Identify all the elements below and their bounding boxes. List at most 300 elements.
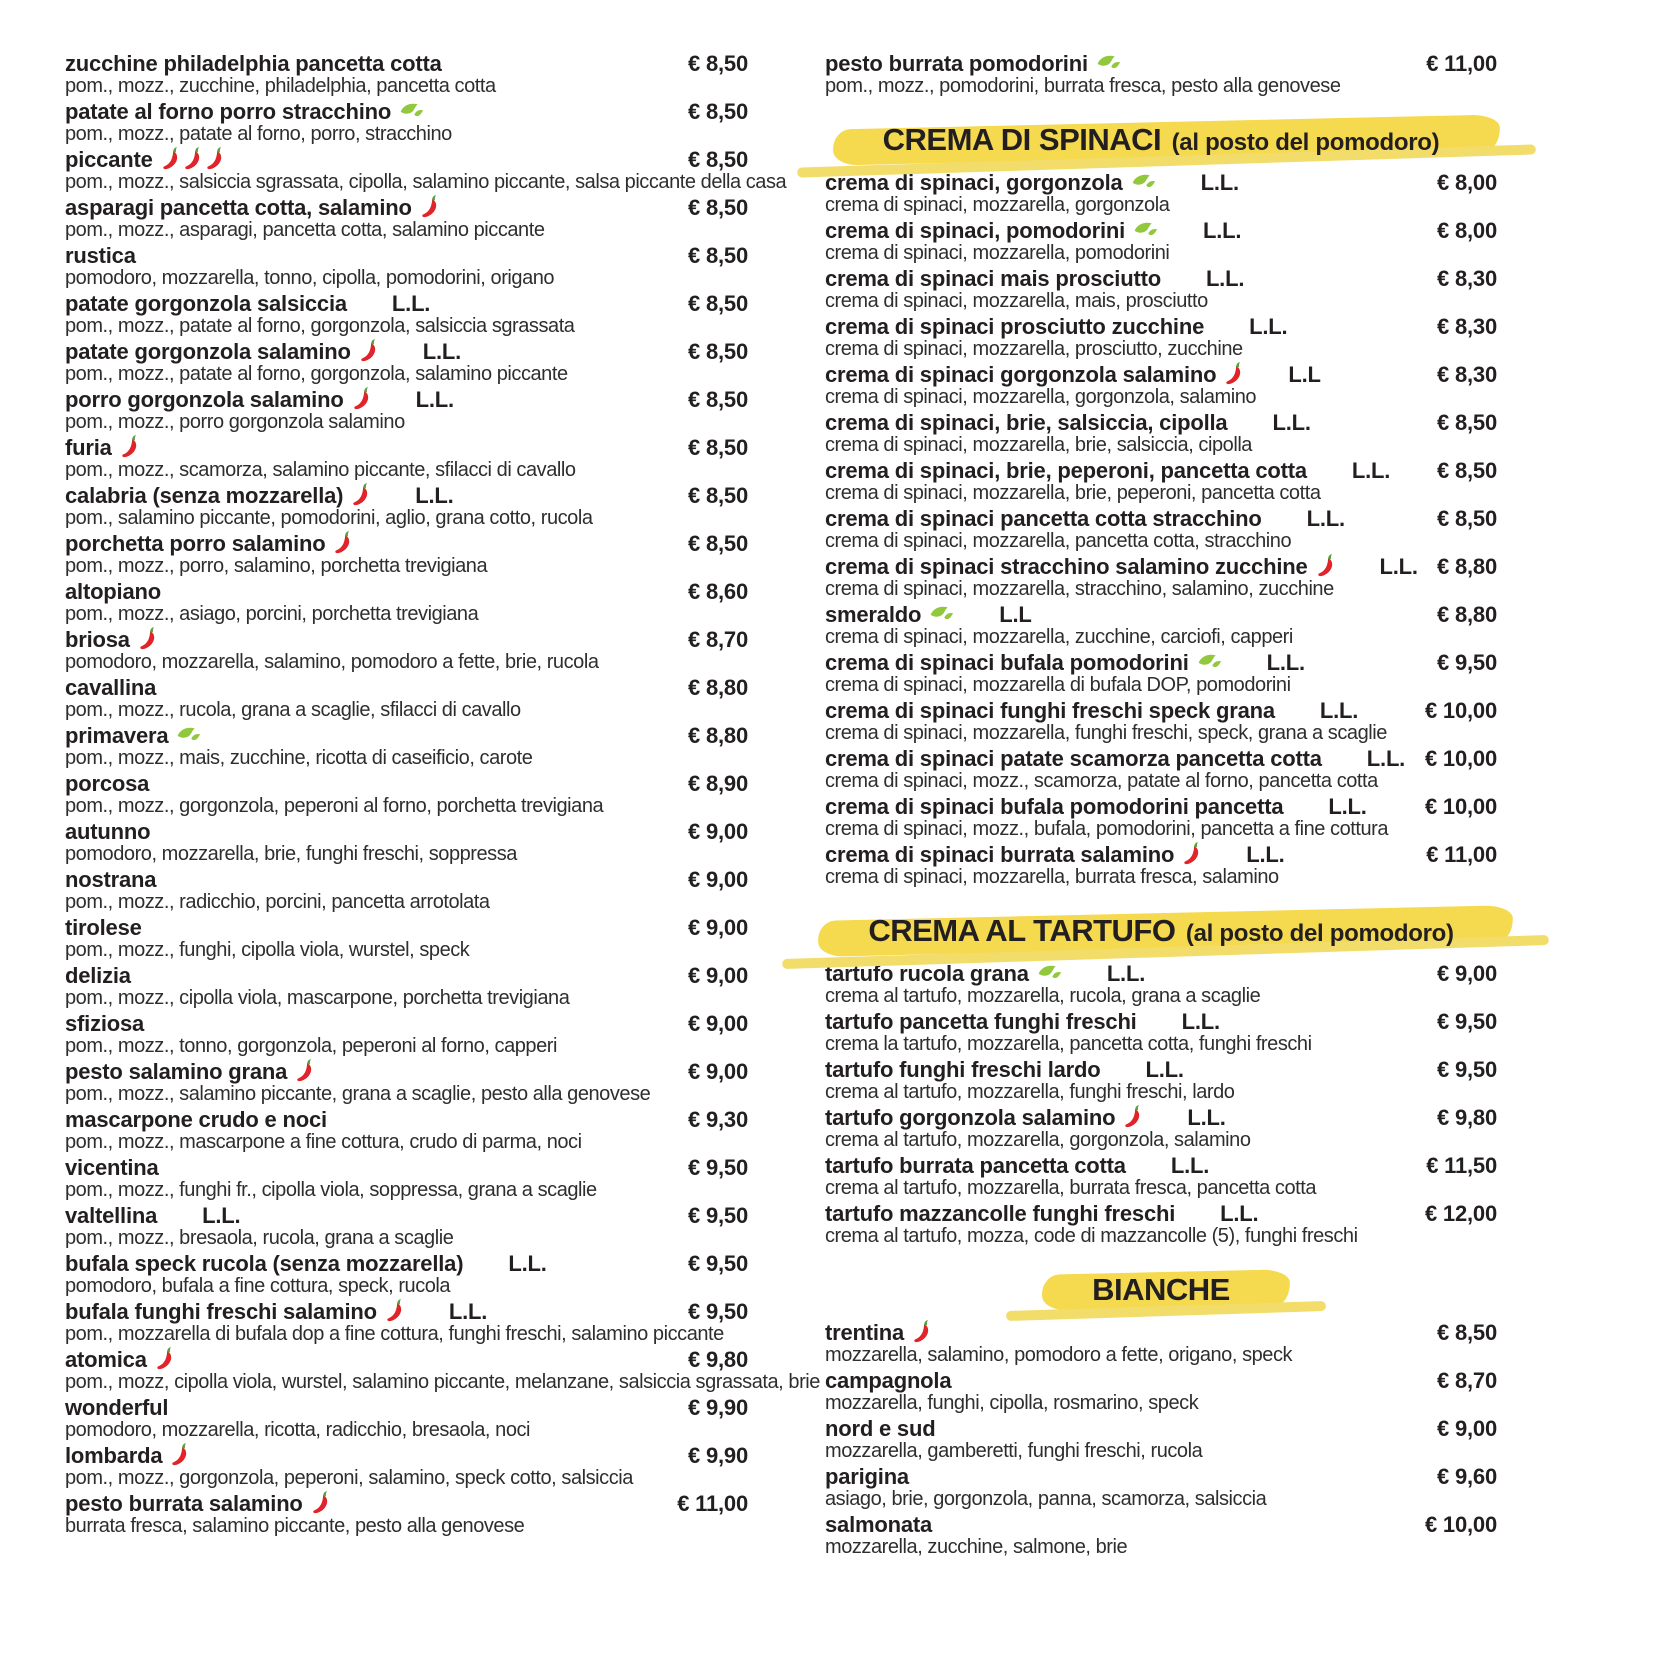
menu-item (825, 1154, 1497, 1199)
item-ingredients: mozzarella, zucchine, salmone, brie (825, 1536, 1128, 1558)
item-ingredients: pomodoro, mozzarella, ricotta, radicchio, bresaola, noci (65, 1419, 531, 1441)
menu-item (825, 507, 1497, 552)
item-name: crema di spinaci, gorgonzola (825, 170, 1123, 195)
item-price: € 11,00 (1426, 842, 1497, 867)
item-name: pesto burrata salamino (65, 1491, 303, 1516)
item-name: furia (65, 435, 112, 460)
item-name: vicentina (65, 1155, 159, 1180)
item-icons (1133, 221, 1158, 238)
item-icons (311, 1490, 330, 1514)
menu-item (65, 1204, 748, 1249)
item-icons (1224, 361, 1243, 385)
item-price: € 10,00 (1424, 794, 1497, 819)
item-ingredients: burrata fresca, salamino piccante, pesto alla genovese (65, 1515, 525, 1537)
chili-icon (352, 386, 371, 410)
menu-item-head (825, 699, 1497, 723)
menu-item-head (825, 1058, 1497, 1082)
item-name: mascarpone crudo e noci (65, 1107, 327, 1132)
menu-item-head (65, 820, 748, 844)
menu-item (65, 1060, 748, 1105)
item-ingredients: crema di spinaci, mozzarella, gorgonzola, salamino (825, 386, 1257, 408)
lactose-free-label: L.L. (1266, 650, 1305, 675)
menu-item-head (825, 171, 1497, 195)
section-header-highlight (852, 908, 1469, 952)
item-price: € 9,60 (1437, 1464, 1497, 1489)
item-name: pesto burrata pomodorini (825, 51, 1088, 76)
menu-item (65, 532, 748, 577)
section-header (825, 1267, 1497, 1311)
item-name: zucchine philadelphia pancetta cotta (65, 51, 442, 76)
chili-icon (351, 482, 370, 506)
lactose-free-label: L.L. (1106, 961, 1146, 986)
chili-icon (333, 530, 352, 554)
item-price: € 9,80 (688, 1347, 748, 1372)
item-ingredients: crema di spinaci, mozzarella, mais, prosciutto (825, 290, 1208, 312)
menu-item-head (65, 1108, 748, 1132)
item-ingredients: pom., mozz., radicchio, porcini, pancetta arrotolata (65, 891, 490, 913)
item-ingredients: pom., mozzarella di bufala dop a fine cottura, funghi freschi, salamino piccante (65, 1323, 724, 1345)
chili-icon (420, 194, 439, 218)
menu-item (65, 147, 787, 193)
menu-item (825, 795, 1497, 840)
item-ingredients: crema al tartufo, mozza, code di mazzancolle (5), funghi freschi (825, 1225, 1358, 1247)
menu-item (825, 1513, 1497, 1558)
chili-icon (138, 626, 157, 650)
item-name: tartufo funghi freschi lardo (825, 1057, 1101, 1082)
menu-item-head (65, 1060, 748, 1084)
item-name: tartufo pancetta funghi freschi (825, 1009, 1137, 1034)
menu-item (65, 1396, 748, 1441)
menu-item (65, 964, 748, 1009)
menu-item (65, 1492, 748, 1537)
item-ingredients: pomodoro, mozzarella, brie, funghi freschi, soppressa (65, 843, 517, 865)
lactose-free-label: L.L. (1246, 842, 1285, 867)
chili-icon (120, 434, 139, 458)
menu-item-head (65, 1204, 748, 1228)
lactose-free-label: L.L. (391, 291, 431, 316)
section-header-highlight (1076, 1267, 1246, 1311)
item-ingredients: pom., mozz., funghi fr., cipolla viola, soppressa, grana a scaglie (65, 1179, 597, 1201)
menu-item (65, 52, 748, 97)
lactose-free-label: L.L. (1272, 410, 1311, 435)
item-ingredients: pomodoro, mozzarella, salamino, pomodoro a fette, brie, rucola (65, 651, 599, 673)
menu-item-head (825, 795, 1497, 819)
item-name: bufala speck rucola (senza mozzarella) (65, 1251, 464, 1276)
item-ingredients: crema di spinaci, mozzarella di bufala DOP, pomodorini (825, 674, 1291, 696)
menu-item (65, 580, 748, 625)
menu-item (65, 1300, 748, 1345)
menu-item (65, 484, 748, 529)
item-name: altopiano (65, 579, 161, 604)
item-ingredients: crema di spinaci, mozzarella, stracchino, salamino, zucchine (825, 578, 1334, 600)
menu-item (825, 363, 1497, 408)
item-ingredients: crema di spinaci, mozzarella, zucchine, carciofi, capperi (825, 626, 1293, 648)
leaf-icon (1197, 653, 1222, 670)
section-header-highlight (867, 117, 1456, 161)
menu-item-head (825, 411, 1497, 435)
menu-item (825, 1465, 1497, 1510)
item-icons (399, 102, 424, 119)
item-name: autunno (65, 819, 151, 844)
item-ingredients: pom., salamino piccante, pomodorini, aglio, grana cotto, rucola (65, 507, 593, 529)
item-name: tartufo burrata pancetta cotta (825, 1153, 1126, 1178)
item-name: valtellina (65, 1203, 158, 1228)
item-icons (1197, 653, 1222, 670)
item-price: € 10,00 (1424, 1512, 1497, 1537)
item-price: € 8,50 (688, 147, 748, 172)
menu-item-head (65, 436, 748, 460)
item-price: € 8,50 (1437, 458, 1497, 483)
item-price: € 9,80 (1437, 1105, 1497, 1130)
item-ingredients: pom., mozz., bresaola, rucola, grana a scaglie (65, 1227, 454, 1249)
item-price: € 9,00 (688, 1011, 748, 1036)
menu-item-head (65, 340, 748, 364)
item-ingredients: pom., mozz., pomodorini, burrata fresca, pesto alla genovese (825, 75, 1341, 97)
item-icons (170, 1442, 189, 1466)
menu-item-head (825, 1465, 1497, 1489)
chili-icon (1316, 553, 1335, 577)
menu-item (65, 1252, 748, 1297)
item-ingredients: pom., mozz., gorgonzola, peperoni, salamino, speck cotto, salsiccia (65, 1467, 633, 1489)
item-price: € 10,00 (1424, 698, 1497, 723)
item-price: € 9,00 (1437, 1416, 1497, 1441)
lactose-free-label: L.L. (1187, 1105, 1226, 1130)
menu-item (825, 962, 1497, 1007)
item-icons (1316, 553, 1335, 577)
item-ingredients: pom., mozz., scamorza, salamino piccante, sfilacci di cavallo (65, 459, 576, 481)
lactose-free-label: L.L. (1200, 170, 1239, 195)
item-price: € 9,00 (1437, 961, 1497, 986)
section-title: CREMA DI SPINACI (882, 122, 1162, 157)
item-name: tirolese (65, 915, 142, 940)
menu-item (825, 315, 1497, 360)
lactose-free-label: L.L. (1205, 266, 1245, 291)
menu-item (825, 603, 1497, 648)
item-ingredients: crema di spinaci, mozz., bufala, pomodorini, pancetta a fine cottura (825, 818, 1389, 840)
chili-icon (205, 146, 224, 170)
item-price: € 9,50 (688, 1203, 748, 1228)
item-ingredients: crema di spinaci, mozzarella, brie, salsiccia, cipolla (825, 434, 1252, 456)
chili-icon (1182, 841, 1201, 865)
section-header (825, 117, 1497, 161)
menu-item (825, 699, 1497, 744)
item-ingredients: crema di spinaci, mozzarella, burrata fresca, salamino (825, 866, 1279, 888)
item-name: crema di spinaci bufala pomodorini pancetta (825, 794, 1284, 819)
menu-item (65, 388, 748, 433)
section-subtitle: (al posto del pomodoro) (1171, 129, 1440, 156)
menu-item-head (65, 628, 748, 652)
menu-item-head (825, 363, 1497, 387)
item-ingredients: crema di spinaci, mozzarella, funghi freschi, speck, grana a scaglie (825, 722, 1387, 744)
item-ingredients: crema di spinaci, mozzarella, pomodorini (825, 242, 1170, 264)
chili-icon (170, 1442, 189, 1466)
lactose-free-label: L.L. (202, 1203, 241, 1228)
menu-item (65, 1108, 748, 1153)
item-ingredients: pom., mozz., patate al forno, gorgonzola, salsiccia sgrassata (65, 315, 575, 337)
item-price: € 9,90 (688, 1395, 748, 1420)
item-ingredients: pom., mozz., porro, salamino, porchetta trevigiana (65, 555, 488, 577)
menu-item-head (825, 507, 1497, 531)
item-name: tartufo gorgonzola salamino (825, 1105, 1116, 1130)
item-name: atomica (65, 1347, 147, 1372)
item-price: € 8,30 (1437, 266, 1497, 291)
item-name: crema di spinaci prosciutto zucchine (825, 314, 1205, 339)
item-price: € 8,70 (688, 627, 748, 652)
menu-item-head (65, 1396, 748, 1420)
item-price: € 8,50 (688, 387, 748, 412)
menu-item-head (65, 1252, 748, 1276)
item-icons (1123, 1104, 1142, 1128)
item-name: crema di spinaci pancetta cotta stracchino (825, 506, 1262, 531)
item-icons (912, 1319, 931, 1343)
menu-item-head (825, 651, 1497, 675)
item-ingredients: crema al tartufo, mozzarella, rucola, grana a scaglie (825, 985, 1261, 1007)
item-price: € 8,90 (688, 771, 748, 796)
menu-item (65, 340, 748, 385)
lactose-free-label: L.L. (508, 1251, 547, 1276)
item-price: € 9,00 (688, 819, 748, 844)
item-name: nostrana (65, 867, 157, 892)
item-name: cavallina (65, 675, 157, 700)
lactose-free-label: L.L. (1351, 458, 1391, 483)
item-icons (351, 482, 370, 506)
menu-item (65, 1347, 820, 1393)
menu-item-head (825, 1202, 1497, 1226)
leaf-icon (1131, 173, 1156, 190)
item-price: € 8,50 (688, 99, 748, 124)
item-price: € 9,50 (1437, 650, 1497, 675)
item-ingredients: pom., mozz., gorgonzola, peperoni al forno, porchetta trevigiana (65, 795, 604, 817)
menu-item-head (65, 1348, 748, 1372)
item-name: crema di spinaci stracchino salamino zucchine (825, 554, 1308, 579)
item-name: tartufo rucola grana (825, 961, 1029, 986)
item-ingredients: mozzarella, funghi, cipolla, rosmarino, speck (825, 1392, 1199, 1414)
chili-icon (295, 1058, 314, 1082)
menu-item-head (825, 1154, 1497, 1178)
menu-item-head (65, 724, 748, 748)
menu-item (65, 1444, 748, 1489)
item-price: € 8,50 (688, 435, 748, 460)
menu-item-head (65, 244, 748, 268)
item-icons (176, 726, 201, 743)
item-icons (385, 1298, 404, 1322)
item-price: € 8,50 (688, 339, 748, 364)
menu-item-head (65, 868, 748, 892)
chili-icon (359, 338, 378, 362)
item-ingredients: crema al tartufo, mozzarella, burrata fresca, pancetta cotta (825, 1177, 1317, 1199)
item-price: € 9,90 (688, 1443, 748, 1468)
item-price: € 8,30 (1437, 362, 1497, 387)
item-ingredients: pom., mozz., mascarpone a fine cottura, crudo di parma, noci (65, 1131, 582, 1153)
item-name: lombarda (65, 1443, 163, 1468)
item-ingredients: crema di spinaci, mozzarella, prosciutto, zucchine (825, 338, 1243, 360)
menu-item (825, 555, 1497, 600)
item-price: € 8,50 (688, 531, 748, 556)
menu-item (65, 628, 748, 673)
chili-icon (183, 146, 202, 170)
menu-item-head (65, 292, 748, 316)
item-icons (1131, 173, 1156, 190)
lactose-free-label: L.L. (1181, 1009, 1220, 1034)
menu-item (825, 1010, 1497, 1055)
item-ingredients: pom., mozz., patate al forno, porro, stracchino (65, 123, 452, 145)
menu-item (825, 411, 1497, 456)
section-subtitle: (al posto del pomodoro) (1185, 920, 1454, 947)
item-price: € 8,80 (1437, 554, 1497, 579)
menu-item-head (65, 580, 748, 604)
leaf-icon (929, 605, 954, 622)
lactose-free-label: L.L. (1379, 554, 1418, 579)
item-name: crema di spinaci gorgonzola salamino (825, 362, 1217, 387)
item-ingredients: crema di spinaci, mozz., scamorza, patate al forno, pancetta cotta (825, 770, 1378, 792)
lactose-free-label: L.L. (1249, 314, 1288, 339)
leaf-icon (399, 102, 424, 119)
menu-item (825, 1058, 1497, 1103)
menu-item (65, 244, 748, 289)
item-name: pesto salamino grana (65, 1059, 288, 1084)
lactose-free-label: L.L. (1145, 1057, 1184, 1082)
leaf-icon (1096, 54, 1121, 71)
menu-item-head (65, 1444, 748, 1468)
section-header (825, 908, 1497, 952)
item-name: nord e sud (825, 1416, 936, 1441)
menu-item (65, 1012, 748, 1057)
item-price: € 8,80 (688, 675, 748, 700)
item-name: parigina (825, 1464, 909, 1489)
item-price: € 9,00 (688, 867, 748, 892)
menu-item (65, 724, 748, 769)
menu-item-head (65, 484, 748, 508)
item-icons (333, 530, 352, 554)
menu-item-head (65, 148, 748, 172)
item-price: € 9,50 (688, 1155, 748, 1180)
item-ingredients: pom., mozz., patate al forno, gorgonzola, salamino piccante (65, 363, 568, 385)
lactose-free-label: L.L. (448, 1299, 488, 1324)
item-price: € 11,50 (1426, 1153, 1497, 1178)
leaf-icon (1037, 964, 1062, 981)
leaf-icon (1133, 221, 1158, 238)
item-ingredients: mozzarella, salamino, pomodoro a fette, origano, speck (825, 1344, 1293, 1366)
menu-item-head (825, 1369, 1497, 1393)
chili-icon (161, 146, 180, 170)
chili-icon (311, 1490, 330, 1514)
lactose-free-label: L.L. (1220, 1201, 1259, 1226)
menu-item (825, 747, 1497, 792)
item-icons (155, 1346, 174, 1370)
lactose-free-label: L.L (999, 602, 1032, 627)
menu-item (65, 1156, 748, 1201)
item-name: crema di spinaci mais prosciutto (825, 266, 1161, 291)
item-price: € 9,50 (1437, 1057, 1497, 1082)
item-name: crema di spinaci, pomodorini (825, 218, 1126, 243)
menu-item (65, 676, 748, 721)
chili-icon (1224, 361, 1243, 385)
item-price: € 9,00 (688, 963, 748, 988)
menu-item (65, 100, 748, 145)
item-ingredients: pom., mozz., asiago, porcini, porchetta trevigiana (65, 603, 479, 625)
item-ingredients: pom., mozz., mais, zucchine, ricotta di caseificio, carote (65, 747, 533, 769)
item-name: tartufo mazzancolle funghi freschi (825, 1201, 1176, 1226)
item-price: € 9,50 (688, 1299, 748, 1324)
menu-item-head (65, 1492, 748, 1516)
menu-item (825, 1417, 1497, 1462)
menu-item-head (825, 843, 1497, 867)
menu-item (825, 651, 1497, 696)
item-name: rustica (65, 243, 136, 268)
item-price: € 8,50 (1437, 1320, 1497, 1345)
item-name: primavera (65, 723, 169, 748)
menu-item-head (825, 747, 1497, 771)
item-ingredients: pom., mozz., cipolla viola, mascarpone, porchetta trevigiana (65, 987, 570, 1009)
menu-item-head (65, 676, 748, 700)
item-ingredients: pom., mozz., salamino piccante, grana a scaglie, pesto alla genovese (65, 1083, 651, 1105)
section-title: BIANCHE (1092, 1272, 1230, 1307)
item-price: € 8,00 (1437, 218, 1497, 243)
item-ingredients: pom., mozz., salsiccia sgrassata, cipolla, salamino piccante, salsa piccante della casa (65, 171, 787, 193)
item-name: wonderful (65, 1395, 169, 1420)
item-icons (359, 338, 378, 362)
item-name: crema di spinaci funghi freschi speck grana (825, 698, 1275, 723)
item-ingredients: crema di spinaci, mozzarella, brie, peperoni, pancetta cotta (825, 482, 1321, 504)
item-ingredients: pom., mozz., funghi, cipolla viola, wurstel, speck (65, 939, 470, 961)
item-name: asparagi pancetta cotta, salamino (65, 195, 412, 220)
menu-item (825, 52, 1497, 97)
item-name: campagnola (825, 1368, 952, 1393)
menu-item (65, 292, 748, 337)
item-name: patate gorgonzola salsiccia (65, 291, 347, 316)
item-name: crema di spinaci, brie, peperoni, pancetta cotta (825, 458, 1307, 483)
menu-item-head (825, 555, 1497, 579)
item-ingredients: crema al tartufo, mozzarella, gorgonzola, salamino (825, 1129, 1251, 1151)
item-ingredients: crema di spinaci, mozzarella, pancetta cotta, stracchino (825, 530, 1292, 552)
item-icons (161, 146, 224, 170)
menu-item-head (825, 1417, 1497, 1441)
item-name: crema di spinaci, brie, salsiccia, cipolla (825, 410, 1228, 435)
menu-item-head (825, 962, 1497, 986)
menu-item-head (825, 315, 1497, 339)
chili-icon (1123, 1104, 1142, 1128)
menu-item-head (65, 532, 748, 556)
item-name: trentina (825, 1320, 905, 1345)
item-name: patate al forno porro stracchino (65, 99, 392, 124)
menu-item (65, 772, 748, 817)
item-price: € 8,30 (1437, 314, 1497, 339)
item-ingredients: pom., mozz., rucola, grana a scaglie, sfilacci di cavallo (65, 699, 521, 721)
item-icons (929, 605, 954, 622)
item-price: € 8,50 (688, 51, 748, 76)
menu-item-head (825, 52, 1497, 76)
item-ingredients: pomodoro, mozzarella, tonno, cipolla, pomodorini, origano (65, 267, 555, 289)
item-ingredients: mozzarella, gamberetti, funghi freschi, rucola (825, 1440, 1203, 1462)
item-price: € 9,50 (1437, 1009, 1497, 1034)
item-price: € 9,00 (688, 915, 748, 940)
lactose-free-label: L.L. (1319, 698, 1359, 723)
item-icons (120, 434, 139, 458)
left-column (65, 51, 820, 1540)
item-icons (1037, 964, 1062, 981)
menu-item-head (65, 964, 748, 988)
leaf-icon (176, 726, 201, 743)
lactose-free-label: L.L. (422, 339, 462, 364)
menu-item-head (65, 772, 748, 796)
item-name: briosa (65, 627, 130, 652)
chili-icon (912, 1319, 931, 1343)
lactose-free-label: L.L. (1306, 506, 1345, 531)
item-icons (352, 386, 371, 410)
menu-item-head (825, 267, 1497, 291)
menu-item (825, 843, 1497, 888)
item-price: € 8,50 (688, 243, 748, 268)
